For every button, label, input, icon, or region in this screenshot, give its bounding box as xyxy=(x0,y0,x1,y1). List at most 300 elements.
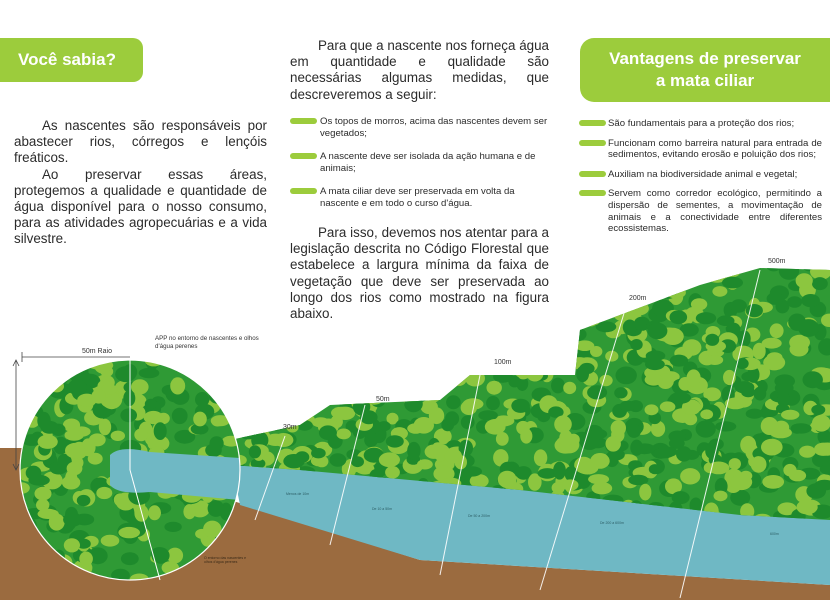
foliage-blob xyxy=(329,342,347,359)
foliage-blob xyxy=(123,390,135,406)
foliage-blob xyxy=(568,261,590,278)
foliage-blob xyxy=(260,270,276,287)
foliage-blob xyxy=(811,405,825,415)
foliage-blob xyxy=(457,348,472,361)
foliage-blob xyxy=(245,287,264,303)
foliage-blob xyxy=(696,260,716,273)
foliage-blob xyxy=(96,487,112,499)
foliage-blob xyxy=(91,389,106,403)
foliage-blob xyxy=(50,380,64,392)
foliage-blob xyxy=(360,313,376,330)
foliage-blob xyxy=(754,387,767,401)
foliage-blob xyxy=(679,264,700,280)
foliage-blob xyxy=(120,408,137,422)
foliage-blob xyxy=(450,280,467,292)
foliage-blob xyxy=(364,340,377,350)
foliage-blob xyxy=(495,280,509,292)
foliage-blob xyxy=(619,274,631,289)
foliage-blob xyxy=(294,307,309,317)
foliage-blob xyxy=(312,388,327,400)
foliage-blob xyxy=(439,290,451,302)
foliage-blob xyxy=(322,385,340,396)
foliage-blob xyxy=(334,285,352,297)
foliage-blob xyxy=(753,343,766,360)
middle-bullet-1: Os topos de morros, acima das nascentes devem ser vegetados; xyxy=(290,116,555,139)
foliage-blob xyxy=(666,287,686,299)
foliage-blob xyxy=(273,288,293,300)
foliage-blob xyxy=(630,302,649,316)
river-width-4: De 200 a 600m xyxy=(600,521,624,525)
foliage-blob xyxy=(276,267,292,282)
foliage-blob xyxy=(455,320,470,337)
foliage-blob xyxy=(486,304,499,314)
foliage-blob xyxy=(25,415,39,428)
foliage-blob xyxy=(561,298,575,308)
foliage-blob xyxy=(582,264,600,275)
foliage-blob xyxy=(583,282,596,299)
foliage-blob xyxy=(347,307,367,321)
foliage-blob xyxy=(323,294,344,306)
foliage-blob xyxy=(36,499,49,511)
foliage-blob xyxy=(603,271,616,288)
foliage-blob xyxy=(538,288,559,303)
foliage-blob xyxy=(799,446,815,458)
radius-label: 50m Raio xyxy=(82,348,112,355)
foliage-blob xyxy=(497,259,518,276)
foliage-blob xyxy=(145,399,157,409)
foliage-blob xyxy=(226,275,245,289)
foliage-blob xyxy=(299,301,319,318)
foliage-blob xyxy=(526,273,542,283)
foliage-blob xyxy=(512,323,532,338)
foliage-blob xyxy=(700,409,713,419)
foliage-blob xyxy=(355,285,370,303)
foliage-blob xyxy=(393,343,411,355)
foliage-blob xyxy=(25,357,44,367)
badge-vantagens-line2: a mata ciliar xyxy=(655,71,755,90)
foliage-blob xyxy=(379,452,400,467)
foliage-blob xyxy=(265,412,282,425)
foliage-blob xyxy=(121,552,139,565)
foliage-blob xyxy=(351,299,372,315)
foliage-blob xyxy=(266,365,288,377)
foliage-blob xyxy=(469,359,483,369)
foliage-blob xyxy=(297,293,316,307)
foliage-blob xyxy=(627,278,647,288)
foliage-blob xyxy=(312,343,325,356)
foliage-blob xyxy=(274,291,290,308)
foliage-blob xyxy=(712,286,727,297)
foliage-blob xyxy=(373,346,391,358)
foliage-blob xyxy=(224,382,240,397)
foliage-blob xyxy=(114,493,127,506)
foliage-blob xyxy=(540,310,555,322)
foliage-blob xyxy=(307,320,324,332)
foliage-blob xyxy=(410,272,429,284)
foliage-blob xyxy=(237,303,254,315)
foliage-blob xyxy=(670,310,688,324)
foliage-blob xyxy=(286,363,300,376)
foliage-blob xyxy=(326,363,347,376)
foliage-blob xyxy=(445,411,459,426)
foliage-blob xyxy=(238,264,259,276)
foliage-blob xyxy=(575,340,594,351)
foliage-blob xyxy=(603,270,624,286)
foliage-blob xyxy=(79,552,93,567)
foliage-blob xyxy=(726,263,742,277)
foliage-blob xyxy=(660,401,676,412)
foliage-blob xyxy=(400,359,417,375)
foliage-blob xyxy=(215,376,236,390)
foliage-blob xyxy=(407,363,425,376)
foliage-blob xyxy=(131,379,149,394)
foliage-blob xyxy=(534,449,547,466)
foliage-blob xyxy=(654,448,675,459)
foliage-blob xyxy=(266,314,280,328)
foliage-blob xyxy=(249,445,261,458)
foliage-blob xyxy=(746,409,764,419)
foliage-blob xyxy=(417,459,433,469)
foliage-blob xyxy=(495,257,512,269)
foliage-blob xyxy=(276,387,291,400)
foliage-blob xyxy=(638,279,660,296)
foliage-blob xyxy=(416,326,429,341)
foliage-blob xyxy=(682,339,701,356)
foliage-blob xyxy=(234,298,250,315)
foliage-blob xyxy=(790,342,809,356)
foliage-blob xyxy=(435,338,449,355)
foliage-blob xyxy=(275,366,287,381)
foliage-blob xyxy=(386,435,404,447)
foliage-blob xyxy=(134,428,148,441)
foliage-blob xyxy=(380,325,395,342)
foliage-blob xyxy=(280,289,292,305)
foliage-blob xyxy=(195,392,209,407)
foliage-blob xyxy=(404,396,423,412)
foliage-blob xyxy=(622,264,638,274)
foliage-blob xyxy=(296,420,312,431)
foliage-blob xyxy=(318,281,336,294)
foliage-blob xyxy=(427,360,445,373)
foliage-blob xyxy=(811,256,824,271)
foliage-blob xyxy=(645,374,663,386)
foliage-blob xyxy=(669,392,691,404)
foliage-blob xyxy=(62,476,80,490)
foliage-blob xyxy=(227,353,247,368)
foliage-blob xyxy=(696,420,716,437)
foliage-blob xyxy=(627,424,641,438)
foliage-blob xyxy=(327,392,341,402)
foliage-blob xyxy=(523,275,544,290)
foliage-blob xyxy=(293,331,307,343)
foliage-blob xyxy=(256,278,270,292)
foliage-blob xyxy=(770,323,784,338)
foliage-blob xyxy=(348,321,364,333)
foliage-blob xyxy=(415,331,431,341)
right-bullet-3: Auxiliam na biodiversidade animal e vegetal; xyxy=(579,169,822,181)
foliage-blob xyxy=(464,300,480,312)
foliage-blob xyxy=(567,314,582,331)
foliage-blob xyxy=(232,371,247,386)
foliage-blob xyxy=(193,412,207,427)
foliage-blob xyxy=(372,287,392,301)
foliage-blob xyxy=(589,287,604,301)
foliage-blob xyxy=(295,261,315,271)
foliage-blob xyxy=(139,368,160,378)
foliage-blob xyxy=(687,369,701,386)
foliage-blob xyxy=(336,429,351,440)
foliage-blob xyxy=(241,399,259,409)
foliage-blob xyxy=(781,410,799,420)
foliage-blob xyxy=(196,360,213,375)
foliage-blob xyxy=(589,279,605,294)
foliage-blob xyxy=(467,338,487,352)
foliage-blob xyxy=(751,456,767,473)
foliage-blob xyxy=(576,366,589,382)
foliage-blob xyxy=(487,381,502,395)
foliage-blob xyxy=(521,338,537,355)
foliage-blob xyxy=(99,419,111,436)
foliage-blob xyxy=(270,269,291,287)
foliage-blob xyxy=(796,273,813,288)
foliage-blob xyxy=(330,266,349,283)
foliage-blob xyxy=(154,422,167,440)
right-bullet-2: Funcionam como barreira natural para entrada de sedimentos, evitando erosão e poluição dos rios; xyxy=(579,138,822,161)
foliage-blob xyxy=(319,425,337,440)
foliage-blob xyxy=(239,387,255,401)
foliage-blob xyxy=(342,330,360,343)
foliage-blob xyxy=(669,431,687,443)
foliage-blob xyxy=(273,356,291,366)
foliage-blob xyxy=(310,381,329,395)
foliage-blob xyxy=(38,435,58,449)
foliage-blob xyxy=(574,274,589,288)
foliage-blob xyxy=(111,431,125,441)
river-width-1: Menos de 10m xyxy=(286,492,310,496)
foliage-blob xyxy=(387,375,404,387)
foliage-blob xyxy=(518,262,536,278)
foliage-blob xyxy=(336,354,355,368)
foliage-blob xyxy=(345,338,364,354)
foliage-blob xyxy=(705,334,719,346)
foliage-blob xyxy=(237,318,252,329)
foliage-blob xyxy=(251,301,273,316)
foliage-blob xyxy=(421,265,434,283)
foliage-blob xyxy=(454,317,472,328)
foliage-blob xyxy=(211,416,223,426)
foliage-blob xyxy=(559,430,572,447)
right-bullet-4: Servem como corredor ecológico, permitindo a dispersão de sementes, a movimentação de animais e a conectividade entre diferentes ecossistemas. xyxy=(579,188,822,234)
foliage-blob xyxy=(542,311,560,327)
foliage-blob xyxy=(398,350,412,361)
foliage-blob xyxy=(473,285,491,300)
foliage-blob xyxy=(515,321,530,332)
foliage-blob xyxy=(429,261,451,274)
foliage-blob xyxy=(308,312,325,323)
foliage-blob xyxy=(351,456,364,467)
foliage-blob xyxy=(398,379,415,389)
foliage-blob xyxy=(706,355,723,365)
foliage-blob xyxy=(255,256,275,273)
foliage-blob xyxy=(518,345,532,359)
foliage-blob xyxy=(543,273,556,288)
foliage-blob xyxy=(413,258,428,273)
foliage-blob xyxy=(670,355,688,367)
foliage-blob xyxy=(329,453,346,466)
foliage-blob xyxy=(418,256,437,270)
foliage-blob xyxy=(588,474,609,484)
foliage-blob xyxy=(372,347,392,360)
foliage-blob xyxy=(553,462,566,480)
foliage-blob xyxy=(376,280,389,296)
foliage-blob xyxy=(385,466,400,479)
foliage-blob xyxy=(717,315,735,326)
foliage-blob xyxy=(421,384,440,398)
foliage-blob xyxy=(292,301,312,315)
foliage-blob xyxy=(639,484,651,501)
foliage-blob xyxy=(556,291,573,302)
foliage-blob xyxy=(705,442,719,459)
foliage-blob xyxy=(812,277,828,290)
foliage-blob xyxy=(318,296,333,308)
foliage-blob xyxy=(388,284,409,298)
foliage-blob xyxy=(244,401,257,416)
foliage-blob xyxy=(803,371,823,388)
foliage-blob xyxy=(444,326,465,337)
foliage-blob xyxy=(435,361,454,378)
foliage-blob xyxy=(561,339,577,356)
foliage-blob xyxy=(19,386,36,399)
foliage-blob xyxy=(394,297,408,308)
foliage-blob xyxy=(115,366,136,382)
foliage-blob xyxy=(21,368,35,385)
foliage-blob xyxy=(311,448,326,458)
foliage-blob xyxy=(562,292,582,309)
foliage-blob xyxy=(354,326,373,337)
foliage-blob xyxy=(314,296,330,307)
foliage-blob xyxy=(372,384,393,395)
foliage-blob xyxy=(801,257,817,271)
foliage-blob xyxy=(604,262,617,278)
foliage-blob xyxy=(509,293,525,306)
width-100m: 100m xyxy=(494,359,512,366)
foliage-blob xyxy=(208,500,225,517)
foliage-blob xyxy=(543,355,561,369)
foliage-blob xyxy=(485,419,506,435)
foliage-blob xyxy=(762,475,784,489)
foliage-blob xyxy=(731,474,753,490)
foliage-blob xyxy=(735,381,755,393)
foliage-blob xyxy=(569,328,587,341)
foliage-blob xyxy=(67,462,83,476)
foliage-blob xyxy=(635,263,648,276)
foliage-blob xyxy=(307,299,320,312)
foliage-blob xyxy=(409,273,422,286)
foliage-blob xyxy=(68,379,87,395)
foliage-blob xyxy=(435,346,448,363)
foliage-blob xyxy=(63,513,82,527)
foliage-blob xyxy=(599,375,612,386)
foliage-blob xyxy=(361,373,375,387)
foliage-blob xyxy=(330,304,345,321)
foliage-blob xyxy=(407,442,420,460)
foliage-blob xyxy=(65,443,85,458)
foliage-blob xyxy=(498,471,517,488)
foliage-blob xyxy=(362,259,382,274)
foliage-blob xyxy=(325,266,346,284)
foliage-blob xyxy=(438,298,460,312)
foliage-blob xyxy=(44,353,58,369)
foliage-blob xyxy=(275,305,296,321)
foliage-blob xyxy=(65,430,84,441)
foliage-blob xyxy=(680,468,700,484)
foliage-blob xyxy=(242,264,264,278)
foliage-blob xyxy=(524,335,544,348)
foliage-blob xyxy=(224,274,241,285)
foliage-blob xyxy=(488,327,509,341)
foliage-blob xyxy=(504,323,524,335)
foliage-blob xyxy=(323,295,337,307)
foliage-blob xyxy=(478,299,491,313)
foliage-blob xyxy=(233,325,248,335)
foliage-blob xyxy=(425,284,444,295)
foliage-blob xyxy=(37,412,50,429)
foliage-blob xyxy=(587,273,607,290)
river-width-5: 600m xyxy=(770,532,779,536)
foliage-blob xyxy=(729,458,741,470)
foliage-blob xyxy=(283,362,296,372)
foliage-blob xyxy=(257,390,270,401)
foliage-blob xyxy=(483,275,505,289)
foliage-blob xyxy=(551,378,565,394)
width-500m: 500m xyxy=(768,258,786,265)
river-width-2: De 10 a 50m xyxy=(372,507,393,511)
middle-bullet-3: A mata ciliar deve ser preservada em volta da nascente e em todo o curso d'água. xyxy=(290,186,555,209)
foliage-blob xyxy=(587,385,607,399)
foliage-blob xyxy=(380,307,398,317)
foliage-blob xyxy=(393,283,411,296)
foliage-blob xyxy=(486,396,500,410)
foliage-blob xyxy=(327,302,348,316)
foliage-blob xyxy=(440,296,458,306)
foliage-blob xyxy=(301,308,317,323)
foliage-blob xyxy=(232,396,252,413)
foliage-blob xyxy=(439,320,455,331)
foliage-blob xyxy=(741,372,757,382)
foliage-blob xyxy=(172,408,188,424)
foliage-blob xyxy=(287,384,303,394)
foliage-blob xyxy=(474,262,493,276)
foliage-blob xyxy=(546,270,563,281)
foliage-blob xyxy=(436,315,451,331)
foliage-blob xyxy=(238,316,259,326)
foliage-blob xyxy=(519,269,534,283)
foliage-blob xyxy=(279,358,291,374)
foliage-blob xyxy=(620,265,639,278)
foliage-blob xyxy=(379,263,397,276)
foliage-blob xyxy=(531,266,547,277)
foliage-blob xyxy=(49,514,65,531)
foliage-blob xyxy=(330,318,350,334)
foliage-blob xyxy=(427,390,440,402)
foliage-blob xyxy=(392,374,406,386)
foliage-blob xyxy=(426,331,443,347)
left-paragraph-1: As nascentes são responsáveis por abastecer rios, córregos e lençóis freáticos. xyxy=(14,118,267,166)
foliage-blob xyxy=(469,277,487,290)
foliage-blob xyxy=(649,464,661,474)
foliage-blob xyxy=(151,547,169,563)
foliage-blob xyxy=(645,404,659,415)
